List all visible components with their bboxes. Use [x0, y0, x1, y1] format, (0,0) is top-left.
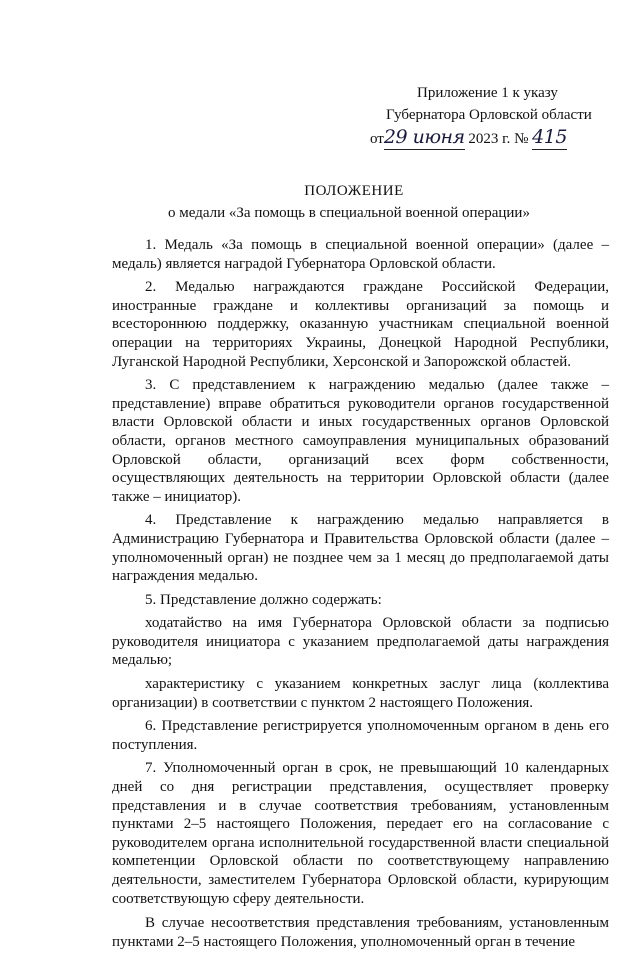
annex-line-2: Губернатора Орловской области: [386, 107, 592, 123]
handwritten-date: 29 июня: [383, 126, 465, 148]
document-title-block: [0, 180, 640, 224]
document-subtitle: о медали «За помощь в специальной военной операции»: [168, 205, 530, 221]
annex-date-line: [370, 127, 620, 150]
paragraph-4: 4. Представление к награждению медалью направляется в Администрацию Губернатора и Правительства Орловской области (далее – уполномоченный орган) не позднее чем за 1 месяц до предполагаемой даты награждения медалью.: [112, 512, 609, 585]
annex-year-number-label: 2023 г. №: [464, 131, 529, 147]
paragraph-5-item-2: характеристику с указанием конкретных заслуг лица (коллектива организации) в соответствии с пунктом 2 настоящего Положения.: [112, 676, 609, 711]
annex-date-prefix: от: [370, 131, 384, 147]
paragraph-5: 5. Представление должно содержать:: [145, 591, 382, 608]
annex-header: [370, 82, 620, 150]
annex-number-field: [532, 127, 567, 150]
annex-date-field: [384, 127, 465, 150]
paragraph-7: 7. Уполномоченный орган в срок, не превышающий 10 календарных дней со дня регистрации представления, осуществляет проверку представления и в случае соответствия требованиям, установленным пунктами 2–5 настоящего Положения, передает его на согласование с руководителем органа исполнительной государственной власти специальной компетенции Орловской области по соответствующему направлению деятельности, заместителем Губернатора Орловской области, курирующим соответствующую сферу деятельности.: [112, 760, 609, 907]
handwritten-number: 415: [532, 126, 567, 148]
annex-line-1: Приложение 1 к указу: [417, 85, 558, 101]
paragraph-7-continued: В случае несоответствия представления требованиям, установленным пунктами 2–5 настоящего Положения, уполномоченный орган в течение: [112, 915, 609, 950]
document-body: [112, 236, 609, 956]
paragraph-1: 1. Медаль «За помощь в специальной военной операции» (далее – медаль) является наградой Губернатора Орловской области.: [112, 237, 609, 272]
paragraph-5-item-1: ходатайство на имя Губернатора Орловской области за подписью руководителя инициатора с указанием предполагаемой даты награждения медалью;: [112, 615, 609, 669]
document-title: ПОЛОЖЕНИЕ: [304, 183, 404, 199]
paragraph-2: 2. Медалью награждаются граждане Российской Федерации, иностранные граждане и коллективы организаций за помощь и всестороннюю поддержку, оказанную участникам специальной военной операции на территориях Украины, Донецкой Народной Республики, Луганской Народной Республики, Херсонской и Запорожской областей.: [112, 279, 609, 370]
paragraph-3: 3. С представлением к награждению медалью (далее также – представление) вправе обратиться руководители органов государственной власти Орловской области и иных государственных органов Орловской области, органов местного самоуправления муниципальных образований Орловской области, организаций всех форм собственности, осуществляющих деятельность на территории Орловской области (далее также – инициатор).: [112, 377, 609, 505]
paragraph-6: 6. Представление регистрируется уполномоченным органом в день его поступления.: [112, 718, 609, 753]
